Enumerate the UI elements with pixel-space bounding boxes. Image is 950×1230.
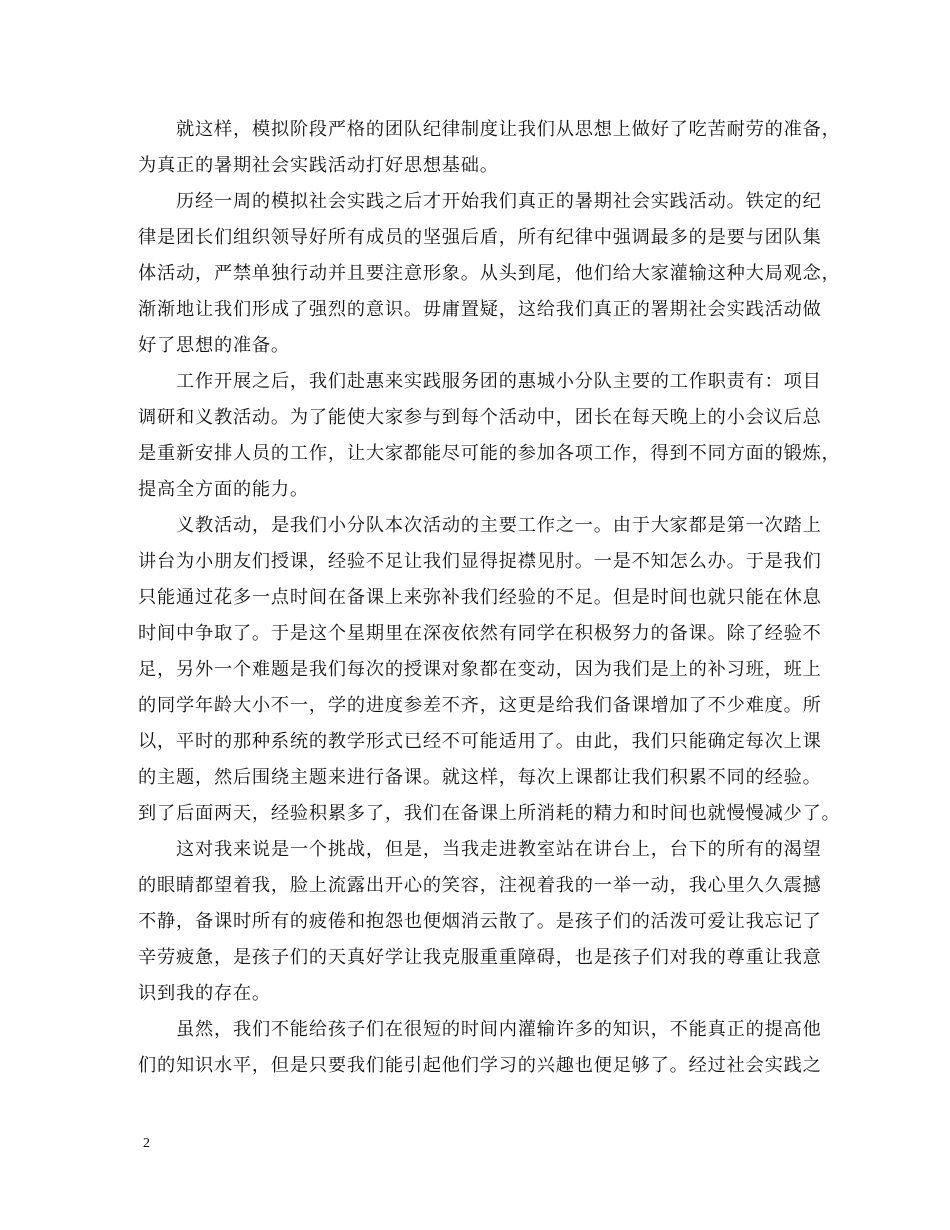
paragraph-3: [138, 364, 841, 508]
text-line: 好了思想的准备。: [138, 335, 290, 356]
text-line: 义教活动，是我们小分队本次活动的主要工作之一。由于大家都是第一次踏上: [176, 515, 822, 536]
text-line: 的眼睛都望着我，脸上流露出开心的笑容，注视着我的一举一动，我心里久久震撼: [138, 875, 822, 896]
text-line: 为真正的暑期社会实践活动打好思想基础。: [138, 155, 499, 176]
page-number: 2: [143, 1136, 150, 1151]
paragraph-1: [138, 112, 841, 184]
text-line: 就这样，模拟阶段严格的团队纪律制度让我们从思想上做好了吃苦耐劳的准备，: [176, 119, 841, 140]
text-line: 调研和义教活动。为了能使大家参与到每个活动中，团长在每天晚上的小会议后总: [138, 407, 822, 428]
body-text: [138, 112, 841, 1084]
text-line: 历经一周的模拟社会实践之后才开始我们真正的暑期社会实践活动。铁定的纪: [176, 191, 822, 212]
text-line: 以，平时的那种系统的教学形式已经不可能适用了。由此，我们只能确定每次上课: [138, 731, 822, 752]
text-line: 提高全方面的能力。: [138, 479, 309, 500]
text-line: 工作开展之后，我们赴惠来实践服务团的惠城小分队主要的工作职责有：项目: [176, 371, 822, 392]
text-line: 这对我来说是一个挑战，但是，当我走进教室站在讲台上，台下的所有的渴望: [176, 839, 822, 860]
paragraph-6: [138, 1012, 822, 1084]
text-line: 辛劳疲惫，是孩子们的天真好学让我克服重重障碍，也是孩子们对我的尊重让我意: [138, 947, 822, 968]
text-line: 虽然，我们不能给孩子们在很短的时间内灌输许多的知识，不能真正的提高他: [176, 1019, 822, 1040]
text-line: 足，另外一个难题是我们每次的授课对象都在变动，因为我们是上的补习班，班上: [138, 659, 822, 680]
text-line: 只能通过花多一点时间在备课上来弥补我们经验的不足。但是时间也就只能在休息: [138, 587, 822, 608]
text-line: 到了后面两天，经验积累多了，我们在备课上所消耗的精力和时间也就慢慢减少了。: [138, 803, 841, 824]
text-line: 识到我的存在。: [138, 983, 271, 1004]
text-line: 体活动，严禁单独行动并且要注意形象。从头到尾，他们给大家灌输这种大局观念，: [138, 263, 841, 284]
text-line: 的主题，然后围绕主题来进行备课。就这样，每次上课都让我们积累不同的经验。: [138, 767, 822, 788]
text-line: 的同学年龄大小不一，学的进度参差不齐，这更是给我们备课增加了不少难度。所: [138, 695, 822, 716]
text-line: 律是团长们组织领导好所有成员的坚强后盾，所有纪律中强调最多的是要与团队集: [138, 227, 822, 248]
text-line: 是重新安排人员的工作，让大家都能尽可能的参加各项工作，得到不同方面的锻炼，: [138, 443, 841, 464]
text-line: 渐渐地让我们形成了强烈的意识。毋庸置疑，这给我们真正的署期社会实践活动做: [138, 299, 822, 320]
text-line: 讲台为小朋友们授课，经验不足让我们显得捉襟见肘。一是不知怎么办。于是我们: [138, 551, 822, 572]
paragraph-4: [138, 508, 841, 832]
paragraph-2: [138, 184, 841, 364]
paragraph-5: [138, 832, 822, 1012]
text-line: 们的知识水平，但是只要我们能引起他们学习的兴趣也便足够了。经过社会实践之: [138, 1055, 822, 1076]
text-line: 不静，备课时所有的疲倦和抱怨也便烟消云散了。是孩子们的活泼可爱让我忘记了: [138, 911, 822, 932]
text-line: 时间中争取了。于是这个星期里在深夜依然有同学在积极努力的备课。除了经验不: [138, 623, 822, 644]
